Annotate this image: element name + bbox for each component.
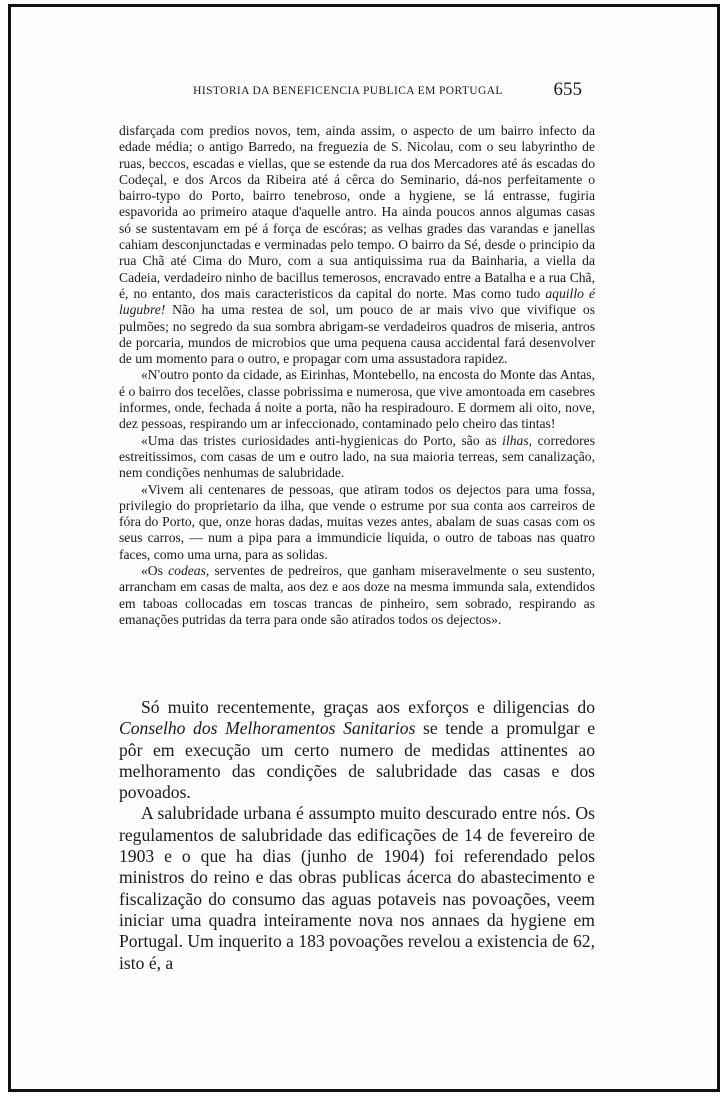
main-paragraph	[119, 697, 595, 803]
quote-text: disfarçada com predios novos, tem, ainda assim, o aspecto de um bairro infecto da edade média; o antigo Barredo, na freguezia de S. Nicolau, com o seu labyrintho de ruas, beccos, escadas e viellas, que se estende da rua dos Mercadores até ás escadas do Codeçal, e dos Arcos da Ribeira até á cêrca do Seminario, dá-nos perfeitamente o bairro-typo do Porto, bairro tenebroso, onde a hygiene, se lá entrasse, fugiria espavorida ao primeiro ataque d'aquelle antro. Ha ainda poucos annos algumas casas só se sustentavam em pé á força de escóras; as velhas grades das varandas e janellas cahiam desconjunctadas e verminadas pelo tempo. O bairro da Sé, desde o principio da rua Chã até Cima do Muro, com a sua antiquissima rua da Bainharia, a viella da Cadeia, verdadeiro ninho de bacillus temerosos, encravado entre a Batalha e a rua Chã, é, no entanto, dos mais caracteristicos da capital do norte. Mas como tudo	[119, 123, 595, 301]
main-text	[119, 697, 595, 974]
running-title: HISTORIA DA BENEFICENCIA PUBLICA EM PORTUGAL	[193, 85, 503, 97]
main-text-run: se tende a promulgar e pôr em execução um certo numero de medidas attinentes ao melhoramento das condições de salubridade das casas e dos povoados.	[119, 718, 595, 803]
quoted-passage	[119, 123, 595, 628]
quote-italic: aquillo é lugubre!	[119, 285, 595, 318]
quote-paragraph	[119, 123, 595, 367]
quote-paragraph	[119, 433, 595, 482]
quote-italic: ilhas,	[502, 432, 533, 448]
quote-italic: codeas,	[168, 563, 210, 579]
quote-paragraph: «N'outro ponto da cidade, as Eirinhas, Montebello, na encosta do Monte das Antas, é o bairro dos tecelões, classe pobrissima e numerosa, que vive amontoada em casebres informes, onde, fechada á noite a porta, não ha respiradouro. E dormem ali oito, nove, dez pessoas, respirando um ar infeccionado, contaminado pelo cheiro das tintas!	[119, 367, 595, 432]
quote-paragraph: «Vivem ali centenares de pessoas, que atiram todos os dejectos para uma fossa, privilegio do proprietario da ilha, que vende o estrume por sua conta aos carreiros de fóra do Porto, que, onze horas dadas, muitas vezes antes, abalam de suas casas com os seus carros, — num a pipa para a immundicie liquida, o outro de taboas nas quatro faces, como uma urna, para as solidas.	[119, 481, 595, 562]
main-text-run: Só muito recentemente, graças aos exforços e diligencias do	[141, 697, 595, 717]
main-paragraph: A salubridade urbana é assumpto muito descurado entre nós. Os regulamentos de salubridade das edificações de 14 de fevereiro de 1903 e o que ha dias (junho de 1904) foi referendado pelos ministros do reino e das obras publicas ácerca do abastecimento e fiscalização do consumo das aguas potaveis nas povoações, veem iniciar uma quadra inteiramente nova nos annaes da hygiene em Portugal. Um inquerito a 183 povoações revelou a existencia de 62, isto é, a	[119, 803, 595, 973]
quote-text: corredores estreitissimos, com casas de um e outro lado, na sua maioria terreas, sem canalização, nem condições nenhumas de salubridade.	[119, 432, 595, 481]
page-number: 655	[553, 79, 582, 100]
quote-text: serventes de pedreiros, que ganham miseravelmente o seu sustento, arrancham em casas de malta, aos dez e aos doze na mesma immunda sala, extendidos em taboas collocadas em toscas trancas de pinheiro, sem sobrado, respirando as emanações putridas da terra para onde são atirados todos os dejectos».	[119, 563, 595, 627]
main-italic: Conselho dos Melhoramentos Sanitarios	[119, 718, 416, 739]
quote-text: Não ha uma restea de sol, um pouco de ar mais vivo que vivifique os pulmões; no segredo da sua sombra abrigam-se verdadeiros quadros de miseria, antros de porcaria, mundos de microbios que uma pequena causa accidental fará desenvolver de um momento para o outro, e propagar com uma assustadora rapidez.	[119, 302, 595, 367]
quote-text: «Os	[141, 563, 169, 579]
page-frame	[8, 4, 720, 1092]
quote-paragraph	[119, 563, 595, 628]
quote-text: «Uma das tristes curiosidades anti-hygienicas do Porto, são as	[141, 432, 503, 448]
